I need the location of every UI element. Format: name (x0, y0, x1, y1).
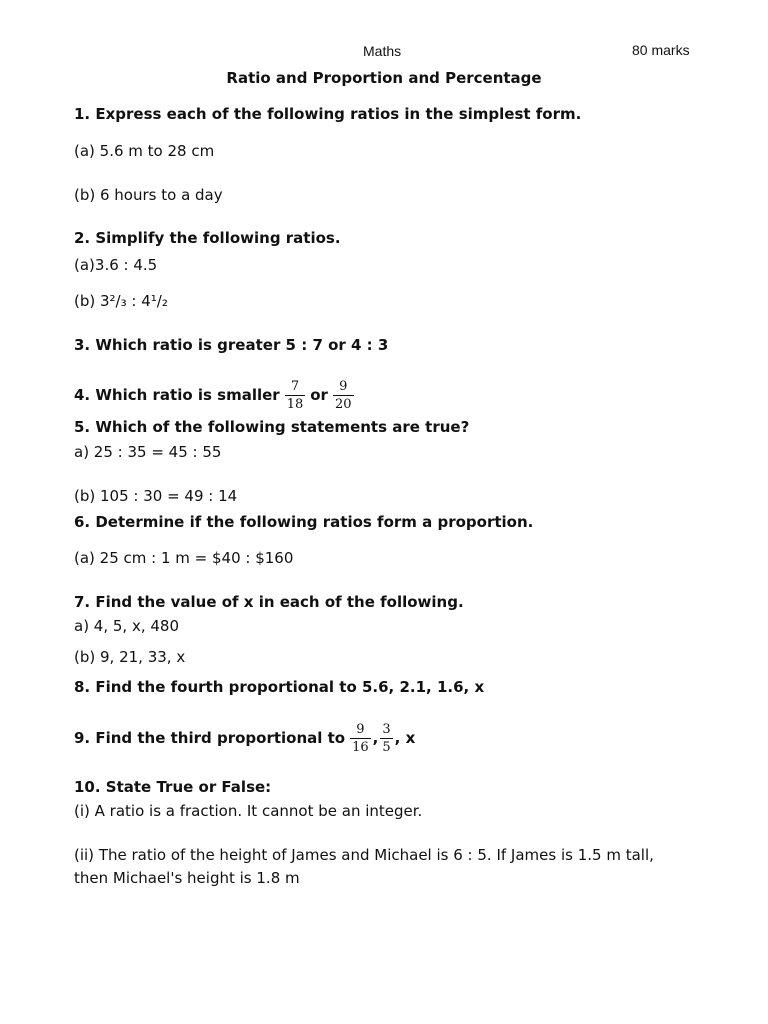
question-4 (74, 375, 356, 415)
marks-label: 80 marks (632, 42, 690, 58)
question-7b: (b) 9, 21, 33, x (74, 648, 186, 666)
question-7a: a) 4, 5, x, 480 (74, 617, 180, 635)
question-8: 8. Find the fourth proportional to 5.6, 2.1, 1.6, x (74, 678, 485, 696)
question-1-number: 1. (74, 105, 91, 123)
question-9 (74, 718, 415, 758)
question-1-text: Express each of the following ratios in the simplest form. (95, 105, 582, 123)
question-4-or: or (310, 386, 328, 404)
fraction-3-5: $\frac{3}{5}$ (382, 721, 391, 755)
subject-label: Maths (363, 43, 402, 59)
question-4-text: 4. Which ratio is smaller (74, 386, 280, 404)
question-2: 2. Simplify the following ratios. (74, 229, 341, 247)
question-5a: a) 25 : 35 = 45 : 55 (74, 443, 222, 461)
question-6: 6. Determine if the following ratios form a proportion. (74, 513, 534, 531)
page-title: Ratio and Proportion and Percentage (226, 69, 542, 87)
question-3: 3. Which ratio is greater 5 : 7 or 4 : 3 (74, 336, 389, 354)
question-9-separator: , (372, 729, 379, 747)
question-6a: (a) 25 cm : 1 m = $40 : $160 (74, 549, 294, 567)
question-2a: (a)3.6 : 4.5 (74, 256, 158, 274)
fraction-7-18: $\frac{7}{18}$ (286, 378, 304, 412)
question-9-suffix: , x (394, 729, 416, 747)
question-10-i: (i) A ratio is a fraction. It cannot be an integer. (74, 802, 423, 820)
question-9-text: 9. Find the third proportional to (74, 729, 346, 747)
question-2b: (b) 3²/₃ : 4¹/₂ (74, 292, 168, 310)
question-10-ii-line2: then Michael's height is 1.8 m (74, 869, 300, 887)
fraction-9-16: $\frac{9}{16}$ (352, 721, 369, 755)
question-1 (74, 105, 581, 123)
fraction-9-20: $\frac{9}{20}$ (334, 378, 352, 412)
question-1a: (a) 5.6 m to 28 cm (74, 142, 215, 160)
question-5: 5. Which of the following statements are true? (74, 418, 470, 436)
question-10-ii-line1: (ii) The ratio of the height of James and Michael is 6 : 5. If James is 1.5 m tall, (74, 846, 654, 864)
question-7: 7. Find the value of x in each of the following. (74, 593, 464, 611)
question-1b: (b) 6 hours to a day (74, 186, 223, 204)
question-5b: (b) 105 : 30 = 49 : 14 (74, 487, 238, 505)
question-10: 10. State True or False: (74, 778, 272, 796)
